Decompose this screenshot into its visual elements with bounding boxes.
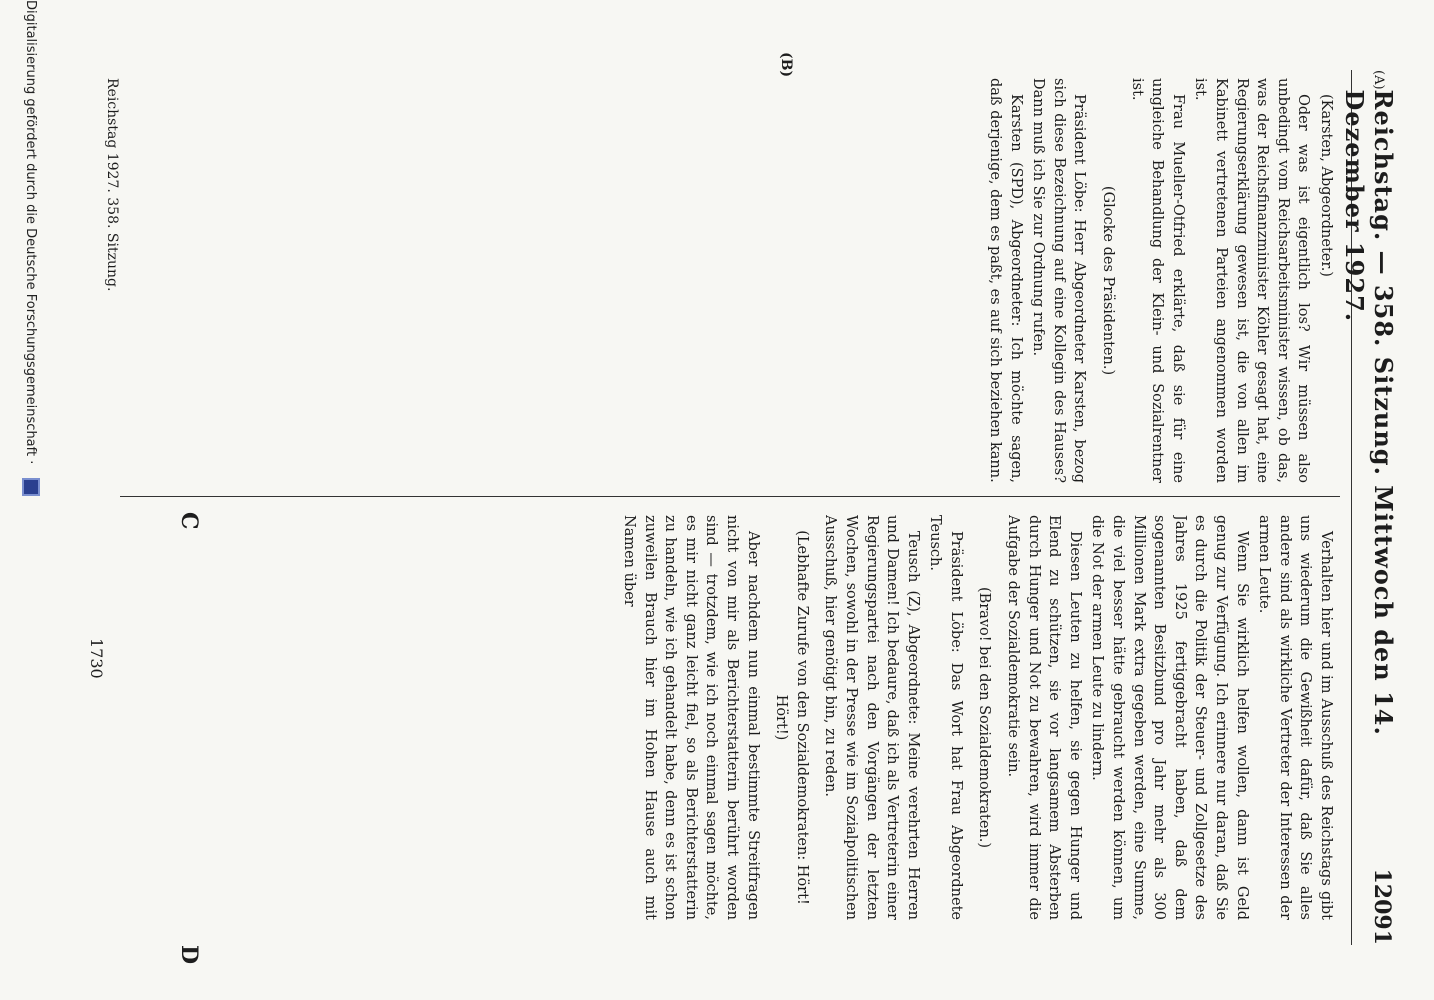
header-margin-letter: (A) bbox=[1371, 70, 1386, 90]
paragraph: Oder was ist eigentlich los? Wir müssen also unbedingt vom Reichsarbeitsminister wissen, ob das, was der Reichsfinanzminister Köhler gesagt hat, eine Regierungserklärung gewesen ist, die von allen im Kabinett vertretenen Parteien angenommen worden ist. bbox=[1192, 78, 1312, 483]
paragraph: Wenn Sie wirklich helfen wollen, dann ist Geld genug zur Verfügung. Ich erinnere nur daran, daß Sie es durch die Politik der Steuer- und Zollgesetze des Jahres 1925 fertiggebracht haben, daß dem sogenannten Besitzbund pro Jahr mehr als 300 Millionen Mark extra gegeben werden, eine Summe, die viel besser hätte gebraucht werden können, um die Not der armen Leute zu lindern. bbox=[1089, 515, 1250, 920]
digitization-credit bbox=[16, 0, 46, 1000]
paragraph: Diesen Leuten zu helfen, sie gegen Hunger und Elend zu schützen, sie vor langsamem Absterben durch Hunger und Not zu bewahren, wird immer die Aufgabe der Sozialdemokratie sein. bbox=[1005, 515, 1083, 920]
paragraph: Verhalten hier und im Ausschuß des Reichstags gibt uns wiederum die Gewißheit dafür, daß Sie alles andere sind als wirkliche Vertreter der Interessen der armen Leute. bbox=[1256, 515, 1334, 920]
page-number: 12091 bbox=[1369, 868, 1395, 945]
speaker-paragraph: Karsten (SPD), Abgeordneter: Ich möchte sagen, daß derjenige, dem es paßt, es auf sich beziehen kann. bbox=[987, 78, 1024, 483]
president-remark: Präsident Löbe: Herr Abgeordneter Karsten, bezog sich diese Bezeichnung auf eine Kollegin des Hauses? Dann muß ich Sie zur Ordnung rufen. bbox=[1030, 78, 1088, 483]
dfg-logo-icon bbox=[22, 478, 40, 496]
footer-page-number: 1730 bbox=[87, 638, 106, 679]
paragraph: (Karsten, Abgeordneter.) bbox=[1318, 94, 1334, 277]
paragraph: Frau Mueller-Otfried erklärte, daß sie für eine ungleiche Behandlung der Klein- und Sozialrentner ist. bbox=[1128, 78, 1186, 483]
stage-direction: (Bravo! bei den Sozialdemokraten.) bbox=[976, 586, 993, 849]
margin-letter-b: (B) bbox=[778, 52, 794, 78]
margin-letter-d: D bbox=[176, 945, 202, 965]
page-header bbox=[1340, 70, 1398, 945]
credit-text: Digitalisierung gefördert durch die Deutsche Forschungsgemeinschaft · bbox=[23, 0, 39, 465]
president-remark: Präsident Löbe: Das Wort hat Frau Abgeordnete Teusch. bbox=[927, 515, 964, 920]
stage-direction: (Glocke des Präsidenten.) bbox=[1100, 185, 1117, 376]
margin-letter-c: C bbox=[176, 512, 202, 530]
paragraph: Aber nachdem nun einmal bestimmte Streitfragen nicht von mir als Berichterstatterin berührt worden sind — trotzdem, wie ich noch einmal sagen möchte, es mir nicht ganz leicht fiel, so als Berichterstatterin zu handeln, wie ich gehandelt habe, denn es ist schon zuweilen Brauch hier im Hohen Hause auch mit Namen über bbox=[621, 515, 761, 920]
column-divider bbox=[120, 496, 1340, 497]
page-footer bbox=[82, 78, 122, 945]
right-column bbox=[126, 515, 1336, 920]
left-column bbox=[126, 78, 1336, 483]
footer-session: Reichstag 1927. 358. Sitzung. bbox=[104, 78, 120, 292]
speaker-paragraph: Teusch (Z), Abgeordnete: Meine verehrten Herren und Damen! Ich bedaure, daß ich als Vertreterin einer Regierungspartei nach den Vorgängen der letzten Wochen, sowohl in der Presse wie im Sozialpolitischen Ausschuß, hier genötigt bin, zu reden. bbox=[822, 515, 921, 920]
page-title: Reichstag. — 358. Sitzung. Mittwoch den 14. Dezember 1927. bbox=[1340, 89, 1398, 736]
stage-direction: (Lebhafte Zurufe von den Sozialdemokraten: Hört! Hört!) bbox=[773, 530, 810, 905]
